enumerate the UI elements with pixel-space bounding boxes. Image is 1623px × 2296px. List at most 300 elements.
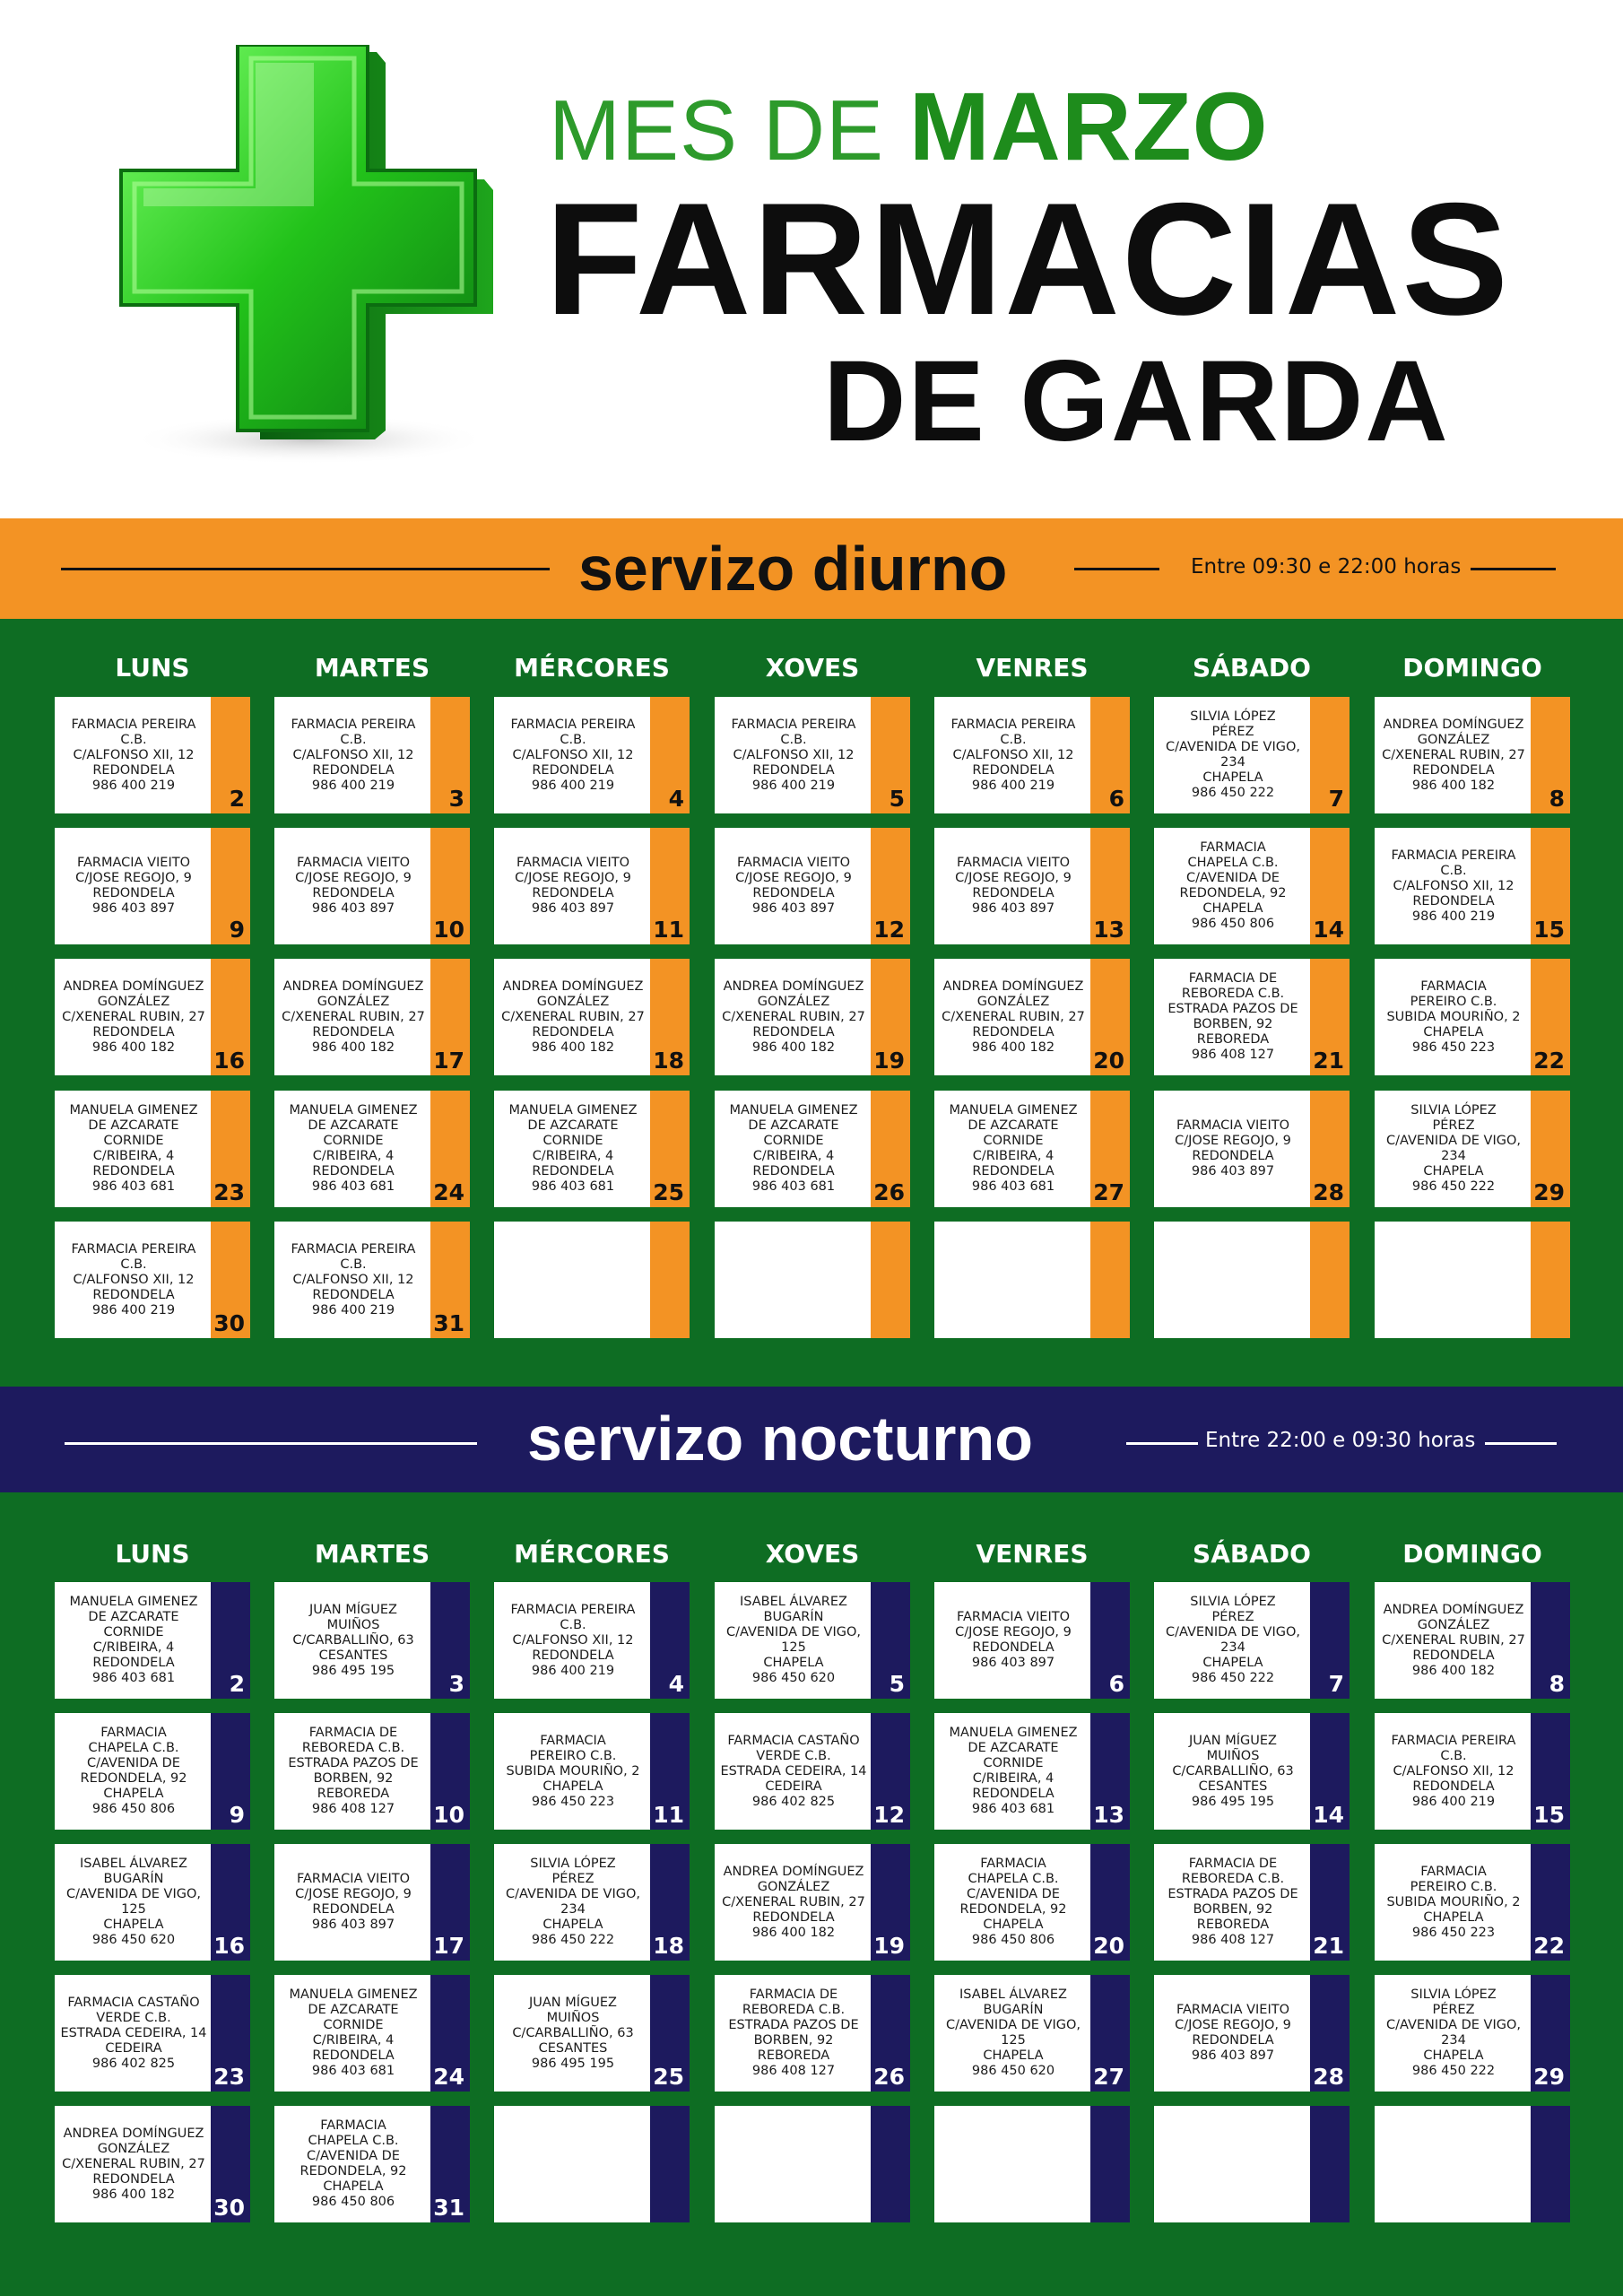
pharmacy-line: REDONDELA [532,762,614,778]
pharmacy-line: C/ALFONSO XII, 12 [73,747,195,762]
pharmacy-line: 986 495 195 [1191,1794,1275,1809]
pharmacy-line: JUAN MÍGUEZ [529,1995,617,2010]
day-stripe [650,1222,690,1338]
day-number: 29 [1533,1179,1565,1205]
pharmacy-line: SILVIA LÓPEZ [1190,1595,1276,1609]
calendar-day-cell [934,959,1130,1075]
pharmacy-info [56,1975,211,2092]
day-stripe [650,2106,690,2222]
calendar-day-cell [1154,1582,1350,1699]
pharmacy-line: 986 400 182 [751,1039,836,1055]
pharmacy-line: GONZÁLEZ [976,994,1050,1009]
weekday-header: MARTES [314,1539,430,1569]
pharmacy-line: JUAN MÍGUEZ [1189,1733,1277,1748]
pharmacy-line: GONZÁLEZ [1417,1617,1490,1632]
pharmacy-line: SUBIDA MOURIÑO, 2 [1386,1894,1521,1909]
day-number: 25 [653,2064,684,2090]
pharmacy-info [716,1582,871,1699]
pharmacy-line: CHAPELA [763,1656,824,1670]
nocturno-hours: Entre 22:00 e 09:30 horas [1205,1429,1476,1452]
day-number: 6 [1108,786,1124,812]
pharmacy-line: FARMACIA CASTAÑO [67,1995,200,2010]
pharmacy-line: ANDREA DOMÍNGUEZ [723,1864,864,1879]
pharmacy-info [276,828,430,944]
calendar-day-cell [934,1713,1130,1830]
calendar-day-cell [274,1091,470,1207]
pharmacy-info [276,1844,430,1961]
pharmacy-line: GONZÁLEZ [536,994,610,1009]
pharmacy-line: CHAPELA [1202,1656,1263,1670]
pharmacy-line: C/XENERAL RUBIN, 27 [722,1894,865,1909]
pharmacy-line: C/RIBEIRA, 4 [312,1149,395,1163]
pharmacy-info [496,959,650,1075]
pharmacy-line: C/AVENIDA DE VIGO, [1165,1625,1301,1639]
pharmacy-line: 986 400 182 [311,1039,395,1055]
pharmacy-line: BORBEN, 92 [313,1771,394,1786]
pharmacy-info [1156,1582,1310,1699]
pharmacy-line: FARMACIA PEREIRA [950,717,1076,732]
pharmacy-line: REDONDELA [92,1287,175,1302]
pharmacy-line: 986 450 620 [91,1933,176,1947]
pharmacy-line: C.B. [560,732,586,747]
calendar-day-cell [715,1582,910,1699]
calendar-day-cell [934,1582,1130,1699]
pharmacy-info [716,1091,871,1207]
day-number: 8 [1549,1671,1565,1697]
pharmacy-line: FARMACIA PEREIRA [731,717,856,732]
day-stripe [1310,1222,1350,1338]
pharmacy-line: C/XENERAL RUBIN, 27 [722,1009,865,1024]
day-number: 24 [433,2064,464,2090]
pharmacy-line: 125 [1001,2033,1026,2048]
calendar-day-cell [55,959,250,1075]
pharmacy-info [276,1091,430,1207]
pharmacy-line: C/CARBALLIÑO, 63 [512,2025,634,2040]
pharmacy-line: C/AVENIDA DE [87,1756,180,1770]
month-name: MARZO [908,72,1269,180]
pharmacy-line: MANUELA GIMENEZ [729,1103,858,1118]
pharmacy-line: MANUELA GIMENEZ [949,1103,1078,1118]
pharmacy-line: ANDREA DOMÍNGUEZ [63,2126,204,2141]
pharmacy-line: REDONDELA, 92 [959,1902,1067,1917]
day-number: 11 [653,917,684,943]
pharmacy-info [276,697,430,813]
day-number: 27 [1093,2064,1124,2090]
day-stripe [1090,2106,1130,2222]
calendar-day-cell [1375,1582,1570,1699]
pharmacy-line: 986 408 127 [751,2064,836,2078]
weekday-header: LUNS [115,1539,190,1569]
pharmacy-info [1156,959,1310,1075]
day-number: 7 [1328,786,1344,812]
pharmacy-line: 986 400 182 [91,2187,176,2202]
pharmacy-line: FARMACIA PEREIRA [291,1241,416,1257]
pharmacy-line: C/AVENIDA DE VIGO, [945,2018,1081,2032]
pharmacy-line: CORNIDE [983,1134,1044,1148]
day-number: 7 [1328,1671,1344,1697]
day-number: 10 [433,917,464,943]
pharmacy-line: 986 402 825 [751,1794,836,1809]
pharmacy-info [936,959,1090,1075]
pharmacy-info [496,1091,650,1207]
pharmacy-line: CHAPELA [1202,901,1263,916]
pharmacy-info [56,2106,211,2222]
pharmacy-line: ANDREA DOMÍNGUEZ [1383,1602,1524,1617]
pharmacy-line: FARMACIA DE [308,1726,398,1740]
pharmacy-info [716,1975,871,2092]
weekday-header: XOVES [765,1539,860,1569]
pharmacy-line: REDONDELA [972,1164,1055,1178]
pharmacy-line: C.B. [1000,732,1027,747]
day-number: 8 [1549,786,1565,812]
day-stripe [1310,2106,1350,2222]
calendar-empty-cell [1375,1222,1570,1338]
day-number: 2 [229,786,245,812]
pharmacy-line: 986 408 127 [1191,1933,1275,1947]
pharmacy-info [936,1582,1090,1699]
day-number: 9 [229,917,245,943]
calendar-day-cell [494,1582,690,1699]
pharmacy-info [56,828,211,944]
pharmacy-line: DE AZCARATE [308,2003,399,2017]
pharmacy-line: 986 400 182 [751,1925,836,1940]
calendar-day-cell [934,1091,1130,1207]
pharmacy-line: FARMACIA VIEITO [956,1610,1070,1624]
pharmacy-info [276,1713,430,1830]
pharmacy-line: ESTRADA PAZOS DE [728,2018,859,2032]
pharmacy-info [1156,697,1310,813]
pharmacy-line: 986 403 681 [971,1802,1055,1816]
calendar-day-cell [494,828,690,944]
pharmacy-line: 986 400 219 [91,778,176,793]
pharmacy-line: CHAPELA C.B. [1187,856,1279,870]
calendar-day-cell [1154,1091,1350,1207]
pharmacy-line: FARMACIA PEREIRA [1391,1733,1516,1748]
pharmacy-line: 986 400 219 [1411,1794,1496,1809]
pharmacy-line: REBOREDA C.B. [1181,987,1285,1001]
pharmacy-line: REBOREDA [1196,1918,1270,1932]
pharmacy-line: REBOREDA C.B. [742,2003,846,2017]
day-number: 19 [873,1933,905,1959]
pharmacy-info [936,1975,1090,2092]
pharmacy-line: 234 [1441,1149,1466,1163]
pharmacy-line: PEREIRO C.B. [529,1748,617,1763]
pharmacy-line: 986 403 681 [311,2064,395,2078]
pharmacy-info [936,697,1090,813]
pharmacy-line: REDONDELA [92,1024,175,1039]
day-number: 26 [873,2064,905,2090]
pharmacy-info [56,1713,211,1830]
pharmacy-line: REDONDELA [752,1164,835,1178]
calendar-day-cell [55,1975,250,2092]
pharmacy-line: FARMACIA [100,1726,167,1740]
pharmacy-line: C/JOSE REGOJO, 9 [295,871,412,885]
pharmacy-line: ISABEL ÁLVAREZ [80,1857,187,1871]
pharmacy-line: 986 450 222 [1411,2064,1496,2078]
pharmacy-line: DE AZCARATE [527,1118,619,1133]
day-number: 3 [448,786,464,812]
pharmacy-line: FARMACIA DE [749,1987,838,2002]
pharmacy-line: 986 403 681 [91,1179,176,1194]
pharmacy-line: 125 [121,1902,146,1917]
pharmacy-line: REDONDELA [752,762,835,778]
pharmacy-line: DE AZCARATE [88,1118,179,1133]
day-number: 19 [873,1048,905,1074]
pharmacy-line: DE AZCARATE [968,1118,1059,1133]
pharmacy-line: REDONDELA [1192,2033,1274,2048]
pharmacy-line: 986 450 223 [1411,1925,1496,1940]
calendar-empty-cell [1154,2106,1350,2222]
pharmacy-line: SUBIDA MOURIÑO, 2 [1386,1009,1521,1024]
pharmacy-line: REDONDELA [1412,893,1495,909]
weekday-header: MÉRCORES [514,1539,670,1569]
calendar-day-cell [934,1844,1130,1961]
pharmacy-line: ANDREA DOMÍNGUEZ [723,978,864,994]
pharmacy-line: 986 400 219 [91,1302,176,1318]
pharmacy-info [56,1582,211,1699]
pharmacy-line: 986 403 897 [91,901,176,916]
day-number: 15 [1533,1802,1565,1828]
pharmacy-line: DE AZCARATE [308,1118,399,1133]
pharmacy-line: REDONDELA [752,886,835,900]
pharmacy-line: REDONDELA [92,886,175,900]
calendar-day-cell [715,828,910,944]
day-number: 4 [668,1671,684,1697]
pharmacy-line: CHAPELA C.B. [968,1872,1059,1886]
calendar-empty-cell [934,2106,1130,2222]
pharmacy-line: CHAPELA C.B. [88,1741,179,1755]
day-number: 17 [433,1048,464,1074]
pharmacy-line: GONZÁLEZ [317,994,390,1009]
poster-header [0,0,1623,518]
pharmacy-line: REDONDELA [312,1287,395,1302]
pharmacy-line: CHAPELA [1423,1164,1484,1178]
calendar-day-cell [494,959,690,1075]
pharmacy-line: CORNIDE [323,2018,384,2032]
pharmacy-info [56,959,211,1075]
calendar-day-cell [55,2106,250,2222]
pharmacy-line: ESTRADA CEDEIRA, 14 [60,2025,207,2040]
calendar-day-cell [55,1091,250,1207]
pharmacy-line: C/XENERAL RUBIN, 27 [62,1009,205,1024]
band-rule [1074,568,1159,570]
pharmacy-line: PÉREZ [1432,1118,1475,1133]
calendar-empty-cell [715,1222,910,1338]
pharmacy-line: GONZÁLEZ [757,1879,830,1894]
pharmacy-line: FARMACIA [540,1733,606,1748]
pharmacy-line: CHAPELA [1423,1909,1484,1925]
pharmacy-line: ANDREA DOMÍNGUEZ [502,978,644,994]
pharmacy-line: REDONDELA [1412,1779,1495,1794]
month-heading [549,70,1269,182]
pharmacy-line: REBOREDA C.B. [1181,1872,1285,1886]
calendar-day-cell [274,1975,470,2092]
day-number: 22 [1533,1933,1565,1959]
pharmacy-line: C/ALFONSO XII, 12 [1393,1763,1515,1779]
pharmacy-line: REDONDELA [312,886,395,900]
pharmacy-info [1156,1713,1310,1830]
calendar-day-cell [715,697,910,813]
pharmacy-line: 986 403 681 [311,1179,395,1194]
day-number: 21 [1313,1933,1344,1959]
pharmacy-info [716,1713,871,1830]
calendar-day-cell [274,1713,470,1830]
calendar-day-cell [55,828,250,944]
pharmacy-line: BUGARÍN [983,2003,1044,2017]
day-number: 20 [1093,1048,1124,1074]
day-number: 5 [889,1671,905,1697]
pharmacy-line: MUIÑOS [326,1617,380,1632]
pharmacy-line: 986 450 223 [1411,1039,1496,1055]
day-number: 12 [873,917,905,943]
weekday-header: LUNS [115,653,190,683]
pharmacy-line: C/CARBALLIÑO, 63 [292,1632,414,1648]
weekday-header: XOVES [765,653,860,683]
calendar-day-cell [1154,697,1350,813]
pharmacy-line: REDONDELA [92,1164,175,1178]
pharmacy-line: 986 400 219 [311,1302,395,1318]
calendar-empty-cell [934,1222,1130,1338]
pharmacy-info [716,959,871,1075]
calendar-day-cell [715,1091,910,1207]
pharmacy-line: 986 403 897 [1191,1164,1275,1178]
pharmacy-line: C/AVENIDA DE [307,2149,400,2163]
pharmacy-line: 986 450 806 [1191,917,1275,931]
pharmacy-line: C.B. [1440,1748,1467,1763]
pharmacy-line: 986 400 219 [1411,909,1496,924]
pharmacy-line: C/RIBEIRA, 4 [92,1640,175,1655]
pharmacy-line: REDONDELA [532,1164,614,1178]
pharmacy-line: 986 450 806 [91,1802,176,1816]
pharmacy-line: ISABEL ÁLVAREZ [959,1987,1067,2002]
pharmacy-line: CORNIDE [983,1756,1044,1770]
pharmacy-line: FARMACIA VIEITO [76,856,190,870]
pharmacy-info [1376,1582,1531,1699]
pharmacy-info [1376,1091,1531,1207]
weekday-header: DOMINGO [1402,1539,1542,1569]
pharmacy-line: 986 403 897 [1191,2048,1275,2063]
calendar-day-cell [55,1713,250,1830]
pharmacy-line: REDONDELA [752,1024,835,1039]
pharmacy-info [1156,1844,1310,1961]
pharmacy-line: C/JOSE REGOJO, 9 [1175,1134,1291,1148]
pharmacy-line: C/RIBEIRA, 4 [92,1149,175,1163]
pharmacy-line: VERDE C.B. [756,1748,831,1763]
pharmacy-line: MANUELA GIMENEZ [508,1103,638,1118]
pharmacy-info [56,1222,211,1338]
pharmacy-line: C/ALFONSO XII, 12 [292,747,414,762]
pharmacy-line: C/ALFONSO XII, 12 [733,747,855,762]
pharmacy-line: C/AVENIDA DE VIGO, [1165,740,1301,754]
calendar-day-cell [1375,1713,1570,1830]
day-number: 24 [433,1179,464,1205]
pharmacy-line: REBOREDA [757,2048,830,2063]
day-number: 22 [1533,1048,1565,1074]
pharmacy-line: REBOREDA [1196,1032,1270,1047]
day-number: 14 [1313,1802,1344,1828]
pharmacy-line: FARMACIA [1420,1864,1487,1879]
poster-subtitle: DE GARDA [823,337,1450,465]
pharmacy-line: C/ALFONSO XII, 12 [292,1272,414,1287]
calendar-empty-cell [715,2106,910,2222]
pharmacy-info [276,1582,430,1699]
day-number: 31 [433,1310,464,1336]
pharmacy-line: FARMACIA VIEITO [1176,1118,1289,1133]
day-stripe [1090,1222,1130,1338]
pharmacy-line: CHAPELA [983,2048,1044,2063]
pharmacy-line: PÉREZ [1211,725,1254,739]
calendar-day-cell [1154,959,1350,1075]
day-number: 31 [433,2195,464,2221]
pharmacy-line: C/RIBEIRA, 4 [972,1771,1055,1786]
calendar-day-cell [494,1975,690,2092]
pharmacy-line: FARMACIA PEREIRA [291,717,416,732]
pharmacy-line: 986 408 127 [1191,1048,1275,1062]
day-number: 3 [448,1671,464,1697]
calendar-day-cell [715,959,910,1075]
pharmacy-line: 986 400 182 [91,1039,176,1055]
pharmacy-line: REDONDELA [972,762,1055,778]
pharmacy-line: C/AVENIDA DE VIGO, [505,1887,641,1901]
calendar-day-cell [1154,828,1350,944]
pharmacy-line: BORBEN, 92 [1193,1017,1273,1031]
pharmacy-line: CHAPELA [1202,770,1263,785]
pharmacy-line: FARMACIA VIEITO [736,856,850,870]
pharmacy-line: SUBIDA MOURIÑO, 2 [506,1763,640,1779]
pharmacy-line: C/RIBEIRA, 4 [312,2033,395,2048]
pharmacy-line: REDONDELA [92,2171,175,2187]
pharmacy-info [276,2106,430,2222]
pharmacy-line: 986 450 222 [1191,1671,1275,1685]
pharmacy-line: MANUELA GIMENEZ [69,1103,198,1118]
pharmacy-line: CESANTES [318,1648,388,1663]
pharmacy-line: 986 403 681 [751,1179,836,1194]
day-number: 23 [213,2064,245,2090]
calendar-day-cell [934,828,1130,944]
pharmacy-line: 986 450 620 [971,2064,1055,2078]
pharmacy-line: REDONDELA [92,762,175,778]
pharmacy-line: GONZÁLEZ [1417,732,1490,747]
calendar-day-cell [55,1582,250,1699]
pharmacy-line: FARMACIA [320,2118,386,2133]
pharmacy-line: CEDEIRA [105,2040,162,2056]
pharmacy-info [496,828,650,944]
pharmacy-line: 986 400 219 [531,778,615,793]
calendar-empty-cell [494,2106,690,2222]
pharmacy-line: C.B. [120,1257,147,1272]
pharmacy-line: REDONDELA [532,1648,614,1663]
pharmacy-line: C.B. [340,1257,367,1272]
pharmacy-line: MANUELA GIMENEZ [69,1595,198,1609]
pharmacy-line: 234 [1220,755,1245,770]
pharmacy-line: CHAPELA [542,1918,603,1932]
pharmacy-info [716,1844,871,1961]
calendar-empty-cell [1375,2106,1570,2222]
pharmacy-line: SILVIA LÓPEZ [530,1857,616,1871]
pharmacy-line: 234 [1220,1640,1245,1655]
pharmacy-line: REDONDELA [312,1024,395,1039]
pharmacy-line: 125 [781,1640,806,1655]
pharmacy-line: GONZÁLEZ [757,994,830,1009]
calendar-day-cell [55,1222,250,1338]
pharmacy-line: C/ALFONSO XII, 12 [512,747,634,762]
pharmacy-info [276,1222,430,1338]
day-number: 6 [1108,1671,1124,1697]
calendar-day-cell [274,2106,470,2222]
day-number: 26 [873,1179,905,1205]
pharmacy-line: REBOREDA C.B. [301,1741,405,1755]
pharmacy-line: CEDEIRA [765,1779,822,1794]
